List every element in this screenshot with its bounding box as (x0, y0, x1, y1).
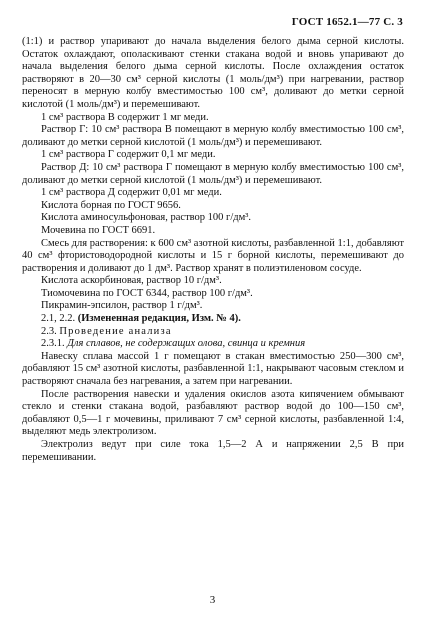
paragraph: Пикрамин-эпсилон, раствор 1 г/дм³. (41, 300, 203, 312)
section-title: Проведение анализа (59, 325, 172, 337)
paragraph: 1 см³ раствора Д содержит 0,01 мг меди. (41, 187, 222, 199)
paragraph: После растворения навески и удаления окислов азота кипячением обмывают стекло и стенки стакана водой, разбавляют раствор водой до 100—150 см³, добавляют 0,5—1 г мочевины, приливают 7 см³ серной кислоты, разбавленной 1:4, выделяют медь электролизом. (22, 388, 404, 438)
subsection-heading (22, 338, 404, 351)
paragraph: Кислота аскорбиновая, раствор 10 г/дм³. (41, 275, 222, 287)
section-number: 2.3. (41, 325, 57, 337)
amendment-prefix: 2.1, 2.2. (41, 313, 76, 325)
paragraph: Кислота аминосульфоновая, раствор 100 г/дм³. (41, 212, 252, 224)
subsection-number: 2.3.1. (41, 338, 65, 350)
amendment-text: (Измененная редакция, Изм. № 4). (77, 313, 241, 325)
paragraph: Мочевина по ГОСТ 6691. (41, 224, 156, 236)
paragraph: Навеску сплава массой 1 г помещают в стакан вместимостью 250—300 см³, добавляют 15 см³ азотной кислоты, разбавленной 1:1, накрывают часовым стеклом и растворяют сначала без нагревания, а затем при нагревании. (22, 350, 404, 388)
paragraph: 1 см³ раствора В содержит 1 мг меди. (41, 111, 209, 123)
paragraph: Электролиз ведут при силе тока 1,5—2 А и напряжении 2,5 В при перемешивании. (22, 439, 404, 463)
amendment-note (22, 313, 404, 326)
paragraph: 1 см³ раствора Г содержит 0,1 мг меди. (41, 149, 216, 161)
paragraph: Раствор Д: 10 см³ раствора Г помещают в мерную колбу вместимостью 100 см³, доливают до метки серной кислотой (1 моль/дм³) и перемешивают. (22, 161, 404, 186)
paragraph: Раствор Г: 10 см³ раствора В помещают в мерную колбу вместимостью 100 см³, доливают до метки серной кислотой (1 моль/дм³) и перемешивают. (22, 124, 404, 148)
paragraph: (1:1) и раствор упаривают до начала выделения белого дыма серной кислоты. Остаток охлаждают, ополаскивают стенки стакана водой и вновь упаривают до начала выделения белого дыма серной кислоты. После охлаждения остаток растворяют в 20—30 см³ серной кислоты (1 моль/дм³) при нагревании, раствор переносят в мерную колбу вместимостью 100 см³, доливают до метки серной кислотой (1 моль/дм³) и перемешивают. (22, 36, 404, 110)
paragraph: Смесь для растворения: к 600 см³ азотной кислоты, разбавленной 1:1, добавляют 40 см³ фтористоводородной кислоты и 15 г борной кислоты, перемешивают до растворения и доливают до 1 дм³. Раствор хранят в полиэтиленовом сосуде. (22, 237, 404, 274)
section-heading (22, 326, 404, 339)
paragraph: Кислота борная по ГОСТ 9656. (41, 199, 181, 211)
subsection-title: Для сплавов, не содержащих олова, свинца и кремния (67, 338, 306, 350)
page-content (22, 36, 404, 464)
page-header: ГОСТ 1652.1—77 С. 3 (291, 16, 403, 28)
paragraph: Тиомочевина по ГОСТ 6344, раствор 100 г/дм³. (41, 287, 253, 299)
page-number: 3 (209, 594, 216, 606)
